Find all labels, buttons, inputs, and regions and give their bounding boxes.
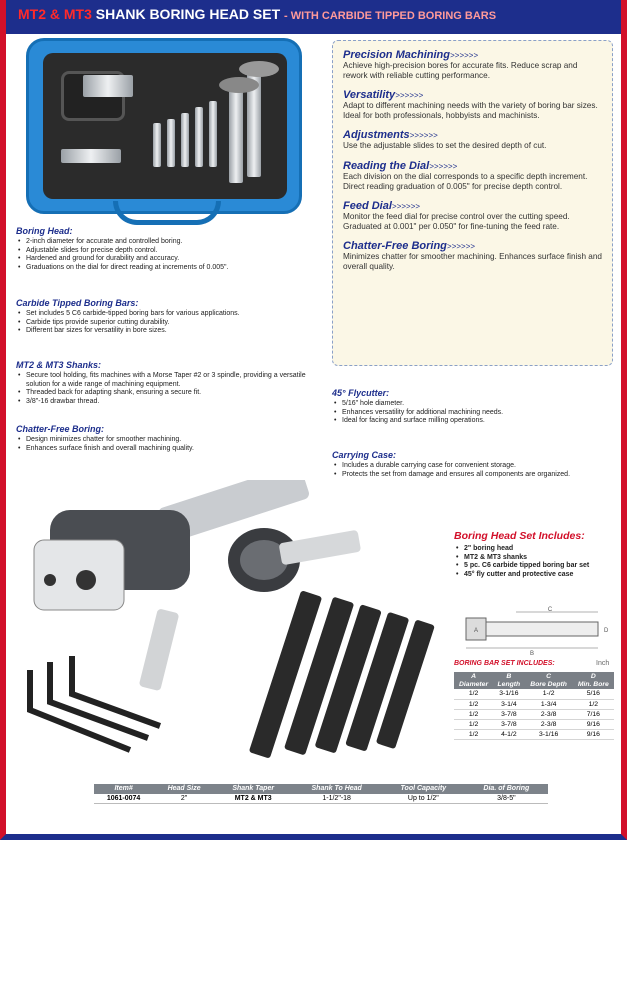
feature-versatility: Versatility>>>>>> Adapt to different machining needs with the variety of boring bar sizes. Ideal for both professionals, hobbyists and machinists. <box>343 89 598 120</box>
bar-set-title: BORING BAR SET INCLUDES: <box>454 660 555 667</box>
col-a: A Diameter <box>454 672 493 689</box>
flycutter-photo <box>139 608 180 691</box>
set-includes: Boring Head Set Includes: • 2" boring head • MT2 & MT3 shanks • 5 pc. C6 carbide tipped boring bar set • 45° fly cutter and protective case <box>454 530 589 579</box>
feature-adjustments: Adjustments>>>>>> Use the adjustable slides to set the desired depth of cut. <box>343 129 547 151</box>
feature-chatter-free: Chatter-Free Boring>>>>>> Minimizes chatter for smoother machining. Enhances surface finish and overall quality. <box>343 240 602 271</box>
spec-table: Item# Head Size Shank Taper Shank To Head Tool Capacity Dia. of Boring 1061-0074 2" MT2 & MT3 1-1/2"-18 Up to 1/2" 3/8-5" <box>94 784 548 804</box>
allen-keys-photo <box>30 656 160 750</box>
title-bar <box>6 0 621 34</box>
feature-precision: Precision Machining>>>>>> Achieve high-precision bores for accurate fits. Reduce scrap and rework with reliable cutting performance. <box>343 49 578 80</box>
feature-dial: Reading the Dial>>>>>> Each division on the dial corresponds to a specific depth increment. Direct reading graduation of 0.005" for precise depth control. <box>343 159 588 191</box>
table-row: 1/2 3-1/4 1-3/4 1/2 <box>454 699 614 709</box>
carbide-bars-section: Carbide Tipped Boring Bars: • Set includes 5 C6 carbide-tipped boring bars for various applications. • Carbide tips provide superior cutting durability. • Different bar sizes for versatility in bore sizes. <box>16 298 316 336</box>
table-row: 1/2 3-7/8 2-3/8 9/16 <box>454 719 614 729</box>
col-d: D Min. Bore <box>573 672 614 689</box>
table-row: 1/2 3-1/16 1-/2 5/16 <box>454 689 614 699</box>
label-d: D <box>604 628 609 634</box>
boring-head-section: Boring Head: • 2-inch diameter for accurate and controlled boring. • Adjustable slides for precise depth control. • Hardened and ground for durability and accuracy. • Graduations on the dial for direct reading at increments of 0.005". <box>16 226 316 272</box>
page-title: MT2 & MT3 SHANK BORING HEAD SET - WITH CARBIDE TIPPED BORING BARS <box>18 6 497 22</box>
col-c: C Bore Depth <box>525 672 573 689</box>
boring-bar-diagram <box>458 606 618 656</box>
flycutter-section: 45° Flycutter: • 5/16" hole diameter. • Enhances versatility for additional machining needs. • Ideal for facing and surface milling operations. <box>332 388 612 426</box>
table-row: 1/2 3-7/8 2-3/8 7/16 <box>454 709 614 719</box>
boring-bars-photo <box>249 590 435 758</box>
boring-bar-table <box>454 672 614 740</box>
label-c: C <box>547 607 553 613</box>
shank-photo <box>228 528 361 592</box>
case-section: Carrying Case: • Includes a durable carrying case for convenient storage. • Protects the set from damage and ensures all components are organized. <box>332 450 617 479</box>
shanks-section: MT2 & MT3 Shanks: • Secure tool holding, fits machines with a Morse Taper #2 or 3 spindle, providing a versatile solution for a wide range of machining equipment. • Threaded back for adapting shank, ensuring a secure fit. • 3/8"-16 drawbar thread. <box>16 360 316 406</box>
features-box <box>332 40 613 366</box>
bar-set-unit: Inch <box>596 660 610 667</box>
chatter-free-section: Chatter-Free Boring: • Design minimizes chatter for smoother machining. • Enhances surface finish and overall machining quality. <box>16 424 316 453</box>
table-row: 1/2 4-1/2 3-1/16 9/16 <box>454 729 614 739</box>
product-components-image <box>20 480 450 780</box>
carrying-case-image <box>26 38 302 214</box>
label-b: B <box>529 651 535 656</box>
col-b: B Length <box>493 672 525 689</box>
label-a: A <box>474 628 479 634</box>
feature-feed-dial: Feed Dial>>>>>> Monitor the feed dial for precise control over the cutting speed. Graduated at 0.001" per 0.050" for fine-tuning the feed rate. <box>343 200 570 231</box>
table-row: 1061-0074 2" MT2 & MT3 1-1/2"-18 Up to 1/2" 3/8-5" <box>94 794 548 804</box>
